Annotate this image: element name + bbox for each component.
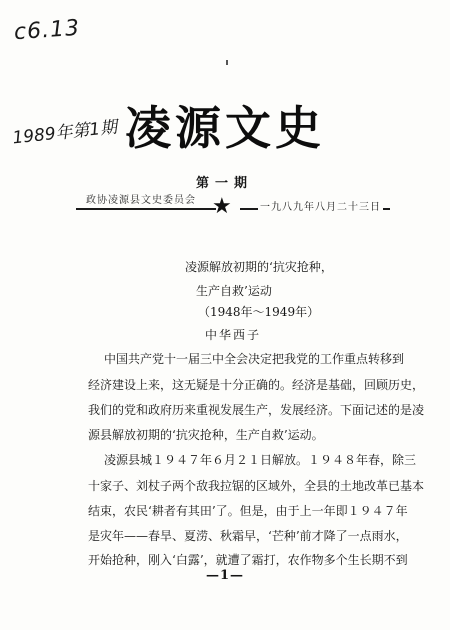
handwritten-catalog-code: c6.13 [13, 15, 81, 46]
article-title-line-2: 生产自救’运动 [196, 284, 272, 298]
publisher-name: 政协凌源县文史委员会 [86, 195, 196, 206]
body-line: 源县解放初期的‘抗灾抢种，生产自救’运动。 [88, 428, 324, 442]
body-line: 我们的党和政府历来重视发展生产，发展经济。下面记述的是凌 [88, 403, 425, 417]
handwritten-issue-note: 1989年第1期 [11, 117, 119, 149]
article-title-line-3: （1948年～1949年） [198, 305, 320, 319]
body-line: 结束，农民‘耕者有其田’了。但是，由于上一年即１９４７年 [88, 504, 408, 518]
issue-number: 第一期 [196, 176, 254, 191]
punch-mark [226, 60, 228, 65]
masthead-rule-left [76, 208, 216, 210]
star-icon: ★ [212, 194, 232, 219]
journal-title: 凌源文史 [125, 101, 325, 155]
publication-date: 一九八九年八月二十三日 [258, 198, 383, 213]
article-title-line-1: 凌源解放初期的‘抗灾抢种， [185, 260, 333, 274]
body-line: 是灾年——春旱、夏涝、秋霜早，‘芒种’前才降了一点雨水， [88, 529, 408, 543]
body-line: 中国共产党十一届三中全会决定把我党的工作重点转移到 [104, 352, 405, 366]
body-line: 开始抢种，刚入‘白露’，就遭了霜打，农作物多个生长期不到 [88, 553, 408, 567]
page-number: —1— [205, 568, 245, 583]
body-line: 经济建设上来，这无疑是十分正确的。经济是基础，回顾历史， [88, 378, 425, 392]
body-line: 十家子、刘杖子两个敌我拉锯的区域外，全县的土地改革已基本 [88, 479, 425, 493]
body-line: 凌源县城１９４７年６月２１日解放。１９４８年春，除三 [104, 453, 417, 467]
article-author: 中华西子 [205, 328, 262, 342]
